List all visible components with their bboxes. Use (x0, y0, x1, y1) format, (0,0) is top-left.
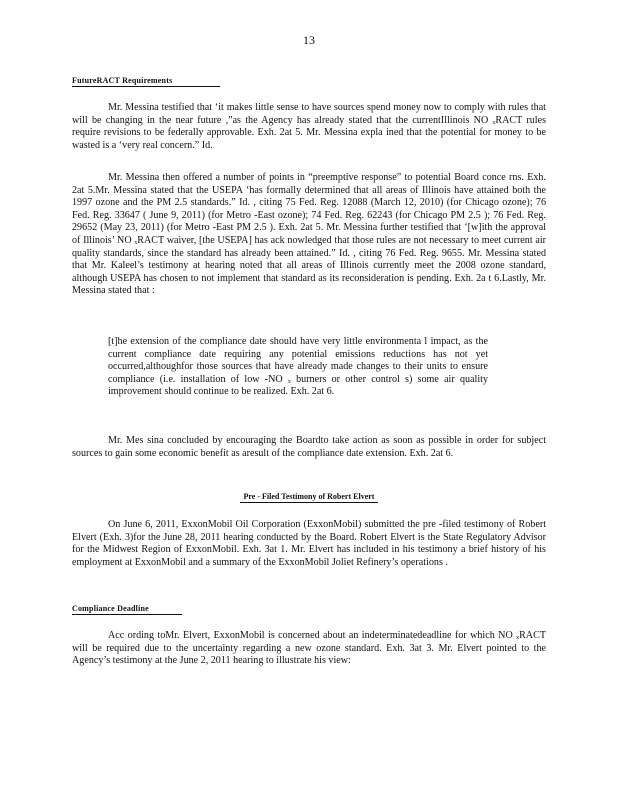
compliance-deadline-heading: Compliance Deadline (72, 604, 182, 615)
paragraph-messina-testimony: Mr. Messina testified that ‘it makes little sense to have sources spend money now to comply with rules that will be changing in the near future ,”as the Agency has already stated that the currentIllinois NO ₓRACT rules require revisions to be federally approvable. Exh. 2at 5. Mr. Messina expla ined that the potential for money to be wasted is a ‘very real concern.” Id. (72, 102, 546, 151)
prefiled-testimony-heading-text: Pre - Filed Testimony of Robert Elvert (240, 492, 379, 503)
paragraph-elvert-deadline: Acc ording toMr. Elvert, ExxonMobil is concerned about an indeterminatedeadline for which NO ₓRACT will be required due to the uncertainty regarding a new ozone standard. Exh. 3at 3. Mr. Elvert pointed to the Agency’s testimony at the June 2, 2011 hearing to illustrate his view: (72, 630, 546, 667)
block-quote-compliance-extension: [t]he extension of the compliance date should have very little environmenta l impact, as the current compliance date requiring any potential emissions reductions has not yet occurred,althoughfor those sources that have already made changes to their units to ensure compliance (i.e. installation of low -NO ₓ burners or other control s) some air quality improvement should continue to be realized. Exh. 2at 6. (108, 336, 488, 398)
paragraph-messina-preemptive: Mr. Messina then offered a number of points in “preemptive response” to potential Board conce rns. Exh. 2at 5.Mr. Messina stated that the USEPA ‘has formally determined that all areas of Illinois have attained both the 1997 ozone and the PM 2.5 standards.” Id. , citing 75 Fed. Reg. 12088 (March 12, 2010) (for Chicago ozone); 76 Fed. Reg. 33647 ( June 9, 2011) (for Metro -East ozone); 74 Fed. Reg. 62243 (for Chicago PM 2.5 ); 76 Fed. Reg. 29652 (May 23, 2011) (for Metro -East PM 2.5 ). Exh. 2at 5. Mr. Messina further testified that ‘[w]ith the approval of Illinois’ NO ₓRACT waiver, [the USEPA] has ack nowledged that those rules are not necessary to meet current air quality standards, since the standard has already been attained.” Id. , citing 76 Fed. Reg. 9655. Mr. Messina stated that Mr. Kaleel’s testimony at hearing noted that all areas of Illinois currently meet the 2008 ozone standard, although USEPA has chosen to not implement that standard as its reconsideration is pending. Exh. 2a t 6.Lastly, Mr. Messina stated that : (72, 172, 546, 297)
paragraph-elvert-prefiled: On June 6, 2011, ExxonMobil Oil Corporation (ExxonMobil) submitted the pre -filed testimony of Robert Elvert (Exh. 3)for the June 28, 2011 hearing conducted by the Board. Robert Elvert is the State Regulatory Advisor for the Midwest Region of ExxonMobil. Exh. 3at 1. Mr. Elvert has included in his testimony a brief history of his employment at ExxonMobil and a summary of the ExxonMobil Joliet Refinery’s operations . (72, 519, 546, 568)
paragraph-messina-conclusion: Mr. Mes sina concluded by encouraging the Boardto take action as soon as possible in order for subject sources to gain some economic benefit as aresult of the compliance date extension. Exh. 2at 6. (72, 435, 546, 459)
prefiled-testimony-heading (0, 492, 618, 501)
page-number: 13 (303, 33, 315, 47)
future-ract-heading: FutureRACT Requirements (72, 76, 220, 87)
